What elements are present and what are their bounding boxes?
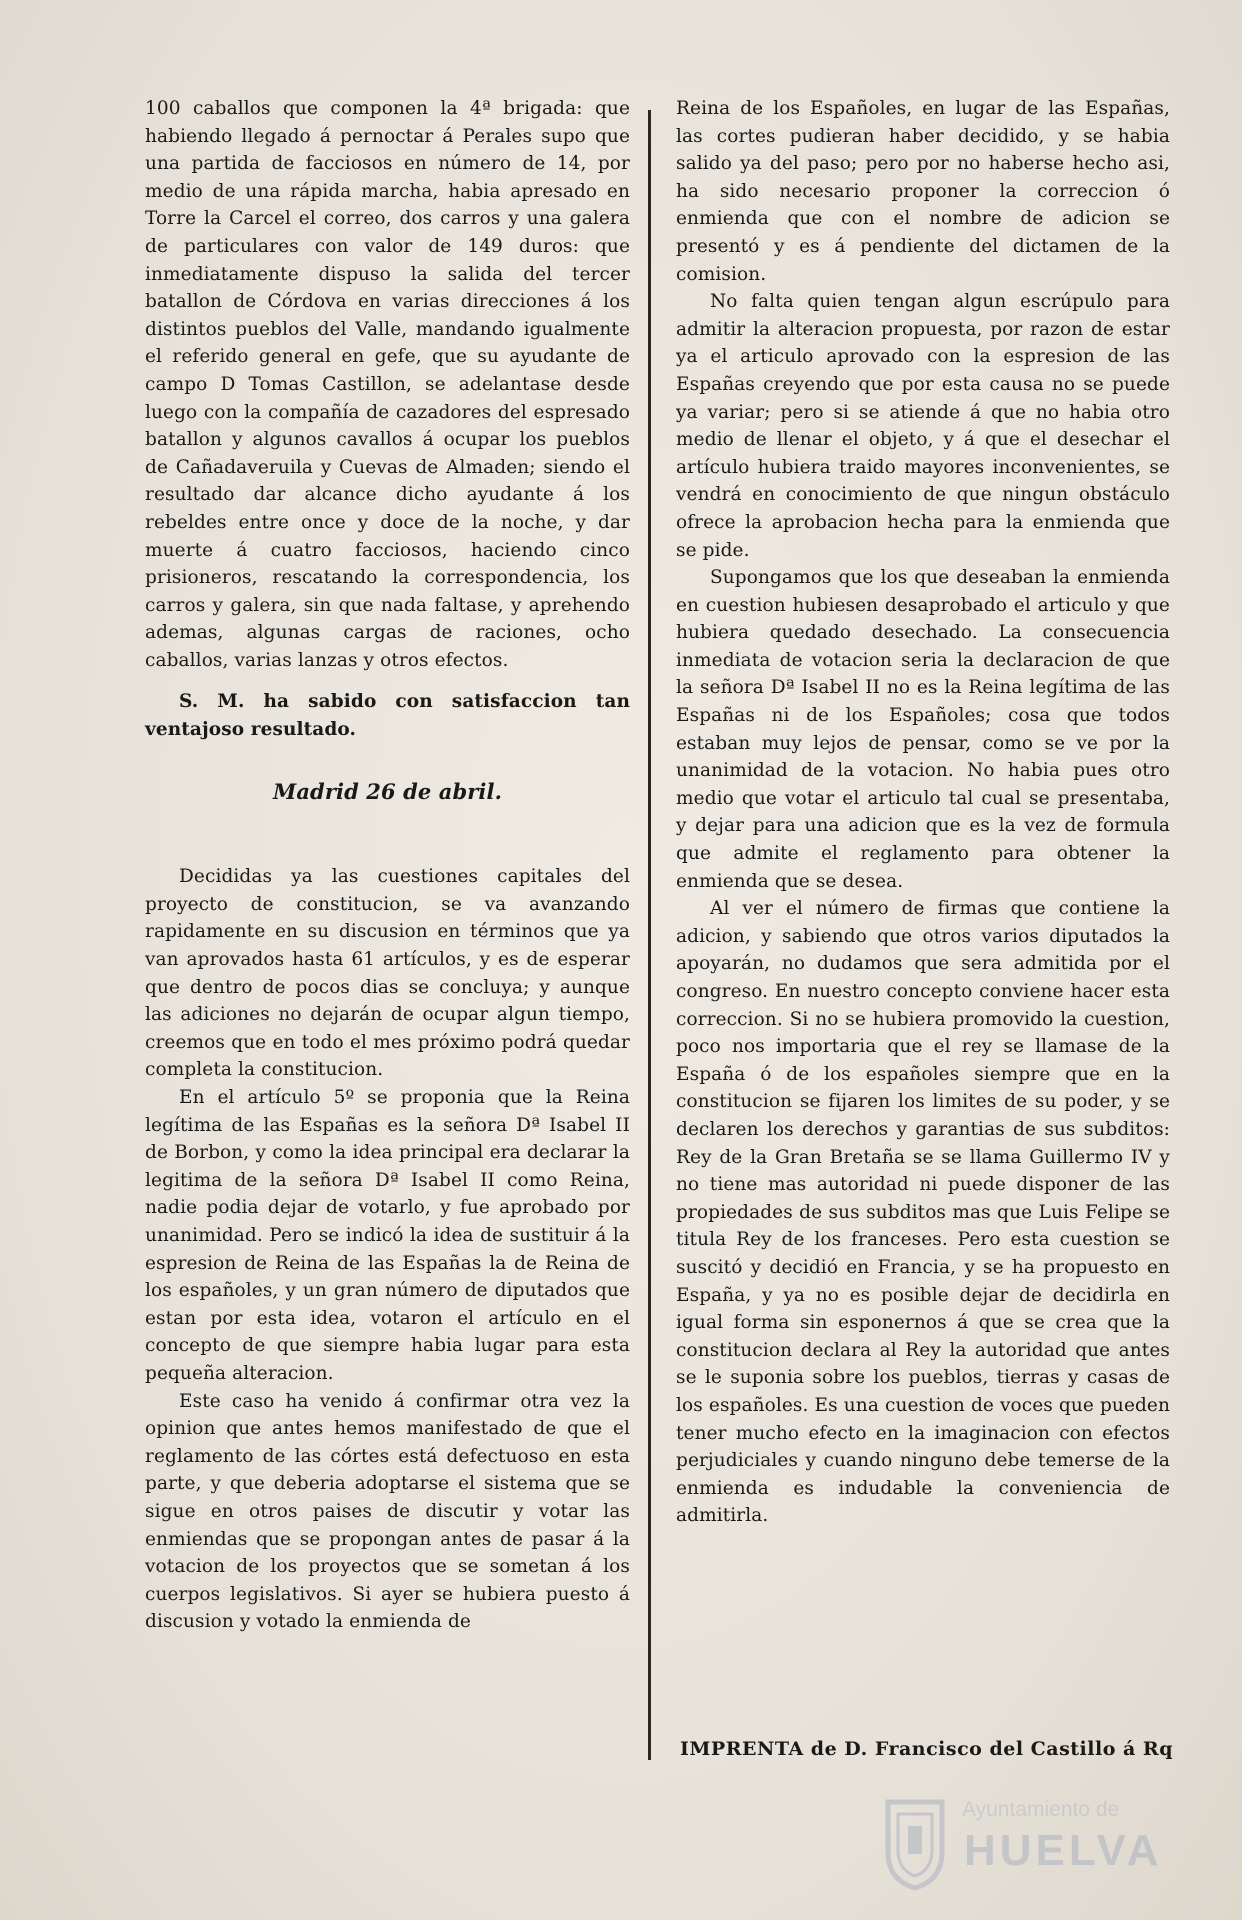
article-paragraph: No falta quien tengan algun escrúpulo para admitir la alteracion propuesta, por razon de estar ya el articulo aprovado con la espresion de las Españas creyendo que por esta causa no se puede ya variar; pero si se atiende á que no habia otro medio de llenar el objeto, y á que el desechar el artículo hubiera traido mayores inconvenientes, se vendrá en conocimiento de que ningun obstáculo ofrece la aprobacion hecha para la enmienda que se pide. (676, 291, 1170, 561)
article-paragraph: Al ver el número de firmas que contiene la adicion, y sabiendo que otros varios diputados la apoyarán, no dudamos que sera admitida por el congreso. En nuestro concepto conviene hacer esta correccion. Si no se hubiera promovido la cuestion, poco nos importaria que el rey se llamase de la España ó de los españoles siempre que en la constitucion se fijaren los limites de su poder, y se declaren los derechos y garantias de sus subditos: Rey de la Gran Bretaña se se llama Guillermo IV y no tiene mas autoridad ni puede disponer de las propiedades de sus subditos mas que Luis Felipe se titula Rey de los franceses. Pero esta cuestion se suscitó y decidió en Francia, y se ha propuesto en España, y ya no es posible dejar de decidirla en igual forma sin esponernos á que se crea que la constitucion declara al Rey la autoridad que antes se le suponia sobre los pueblos, tierras y casas de los españoles. Es una cuestion de voces que pueden tener mucho efecto en la imaginacion con efectos perjudiciales y cuando ninguno debe temerse de la enmienda es indudable la conveniencia de admitirla. (676, 898, 1170, 1527)
article-paragraph: 100 caballos que componen la 4ª brigada: que habiendo llegado á pernoctar á Perales supo que una partida de facciosos en número de 14, por medio de una rápida marcha, habia apresado en Torre la Carcel el correo, dos carros y una galera de particulares con valor de 149 duros: que inmediatamente dispuso la salida del tercer batallon de Córdova en varias direcciones á los distintos pueblos del Valle, mandando igualmente el referido general en gefe, que su ayudante de campo D Tomas Castillon, se adelantase desde luego con la compañía de cazadores del espresado batallon y algunos cavallos á ocupar los pueblos de Cañadaveruila y Cuevas de Almaden; siendo el resultado dar alcance dicho ayudante á los rebeldes entre once y doce de la noche, y dar muerte á cuatro facciosos, haciendo cinco prisioneros, rescatando la correspondencia, los carros y galera, sin que nada faltase, y aprehendo ademas, algunas cargas de raciones, ocho caballos, varias lanzas y otros efectos. (145, 98, 630, 671)
watermark-line1: Ayuntamiento de (962, 1798, 1120, 1821)
right-column (676, 95, 1170, 1530)
article-paragraph: En el artículo 5º se proponia que la Reina legítima de las Españas es la señora Dª Isabel II de Borbon, y como la idea principal era declarar la legitima de la señora Dª Isabel II como Reina, nadie podia dejar de votarlo, y fue aprobado por unanimidad. Pero se indicó la idea de sustituir á la espresion de Reina de las Españas la de Reina de los españoles, y un gran número de diputados que estan por esta idea, votaron el artículo en el concepto de que siempre habia lugar para esta pequeña alteracion. (145, 1087, 630, 1384)
printer-imprint: IMPRENTA de D. Francisco del Castillo á Rq (680, 1738, 1174, 1760)
coat-of-arms-icon (880, 1792, 950, 1892)
royal-notice: S. M. ha sabido con satisfaccion tan ventajoso resultado. (145, 691, 630, 741)
article-paragraph: Este caso ha venido á confirmar otra vez la opinion que antes hemos manifestado de que el reglamento de las córtes está defectuoso en esta parte, y que deberia adoptarse el sistema que se sigue en otros paises de discutir y votar las enmiendas que se propongan antes de pasar á la votacion de los proyectos que se sometan á los cuerpos legislativos. Si ayer se hubiera puesto á discusion y votado la enmienda de (145, 1390, 630, 1633)
watermark-line2: HUELVA (964, 1826, 1163, 1875)
article-paragraph: Supongamos que los que deseaban la enmienda en cuestion hubiesen desaprobado el articulo y que hubiera quedado desechado. La consecuencia inmediata de votacion seria la declaracion de que la señora Dª Isabel II no es la Reina legítima de las Españas ni de los Españoles; cosa que todos estaban muy lejos de pensar, como se ve por la unanimidad de la votacion. No habia pues otro medio que votar el articulo tal cual se presentaba, y dejar para una adicion que es la vez de formula que admite el reglamento para obtener la enmienda que se desea. (676, 567, 1170, 892)
archive-watermark (880, 1782, 1180, 1902)
article-paragraph: Decididas ya las cuestiones capitales del proyecto de constitucion, se va avanzando rapidamente en su discusion en términos que ya van aprovados hasta 61 artículos, y es de esperar que dentro de pocos dias se concluya; y aunque las adiciones no dejarán de ocupar algun tiempo, creemos que en todo el mes próximo podrá quedar completa la constitucion. (145, 866, 630, 1081)
article-paragraph: Reina de los Españoles, en lugar de las Españas, las cortes pudieran haber decidido, y se habia salido ya del paso; pero por no haberse hecho asi, ha sido necesario proponer la correccion ó enmienda que con el nombre de adicion se presentó y es á pendiente del dictamen de la comision. (676, 98, 1170, 285)
column-divider (648, 110, 651, 1760)
dateline: Madrid 26 de abril. (273, 778, 502, 804)
left-column (145, 95, 630, 1636)
